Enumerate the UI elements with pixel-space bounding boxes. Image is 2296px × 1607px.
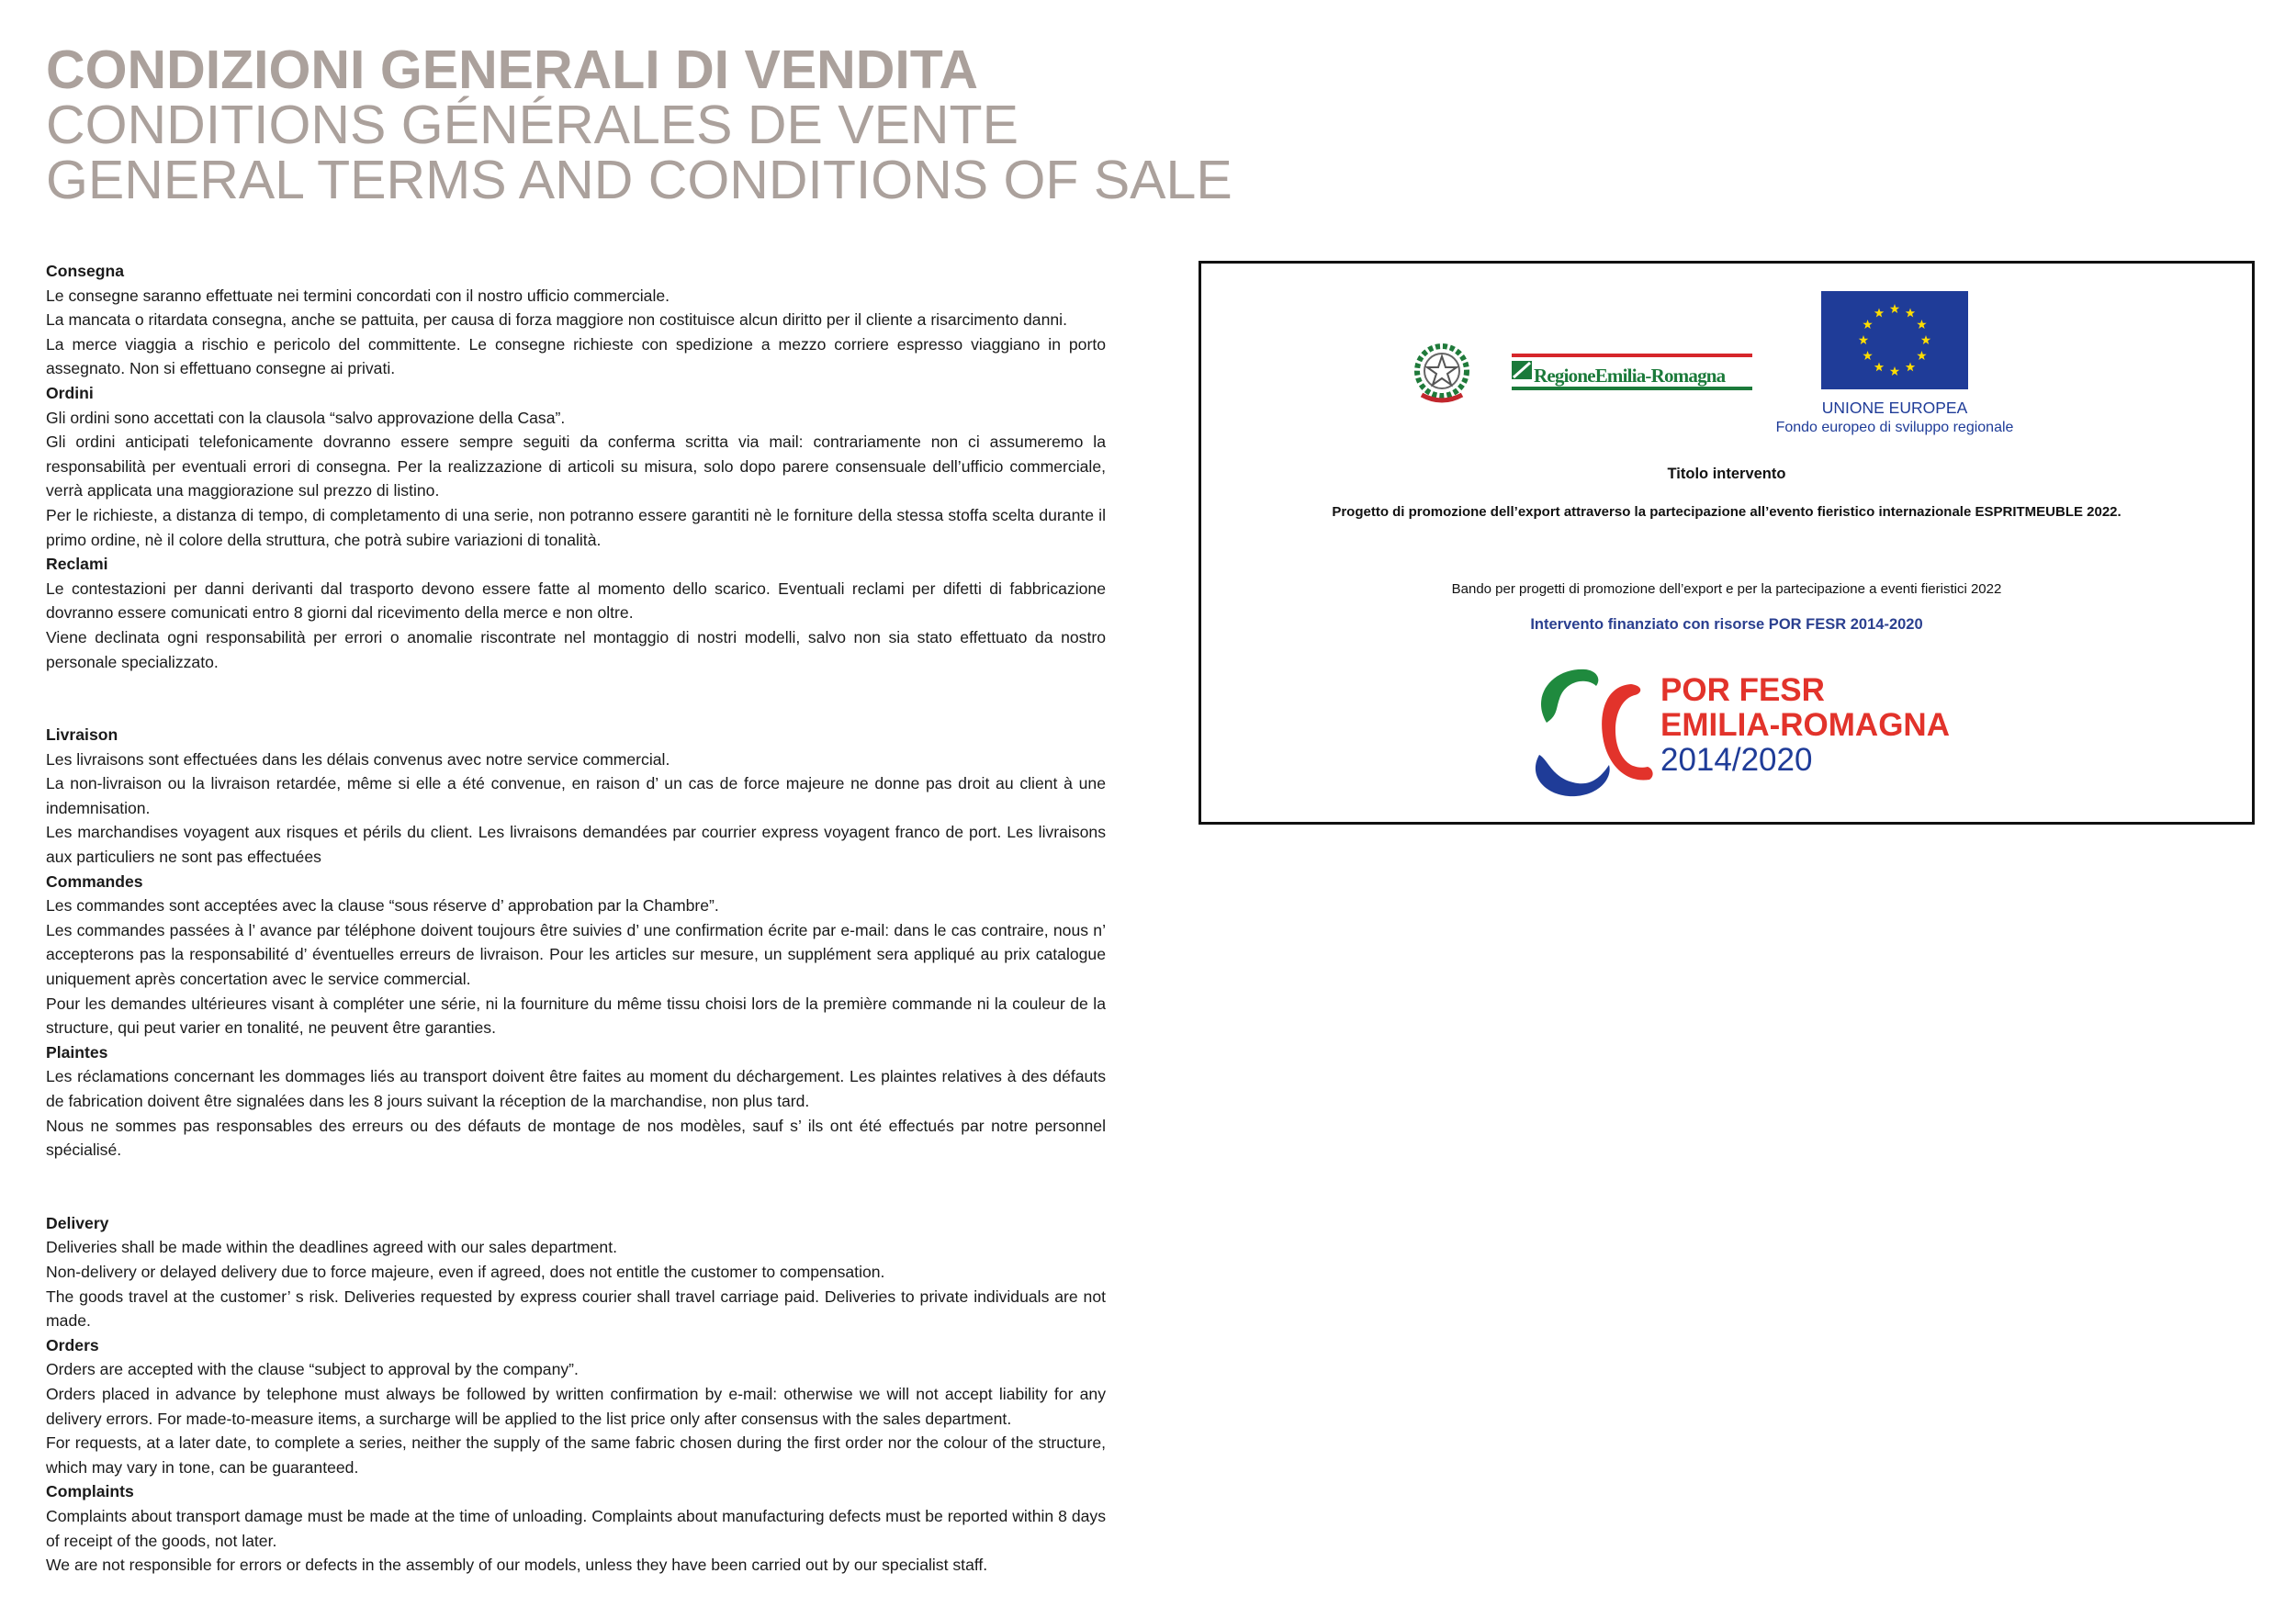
eu-flag-icon <box>1821 291 1968 389</box>
financing-note: Intervento finanziato con risorse POR FESR 2014-2020 <box>1530 616 1923 633</box>
paragraph: Le contestazioni per danni derivanti dal trasporto devono essere fatte al momento dello scarico. Eventuali reclami per difetti di fabbricazione dovranno essere comunicati entro 8 giorni dal ricevimento della merce e non oltre. <box>46 579 1106 623</box>
paragraph: Gli ordini anticipati telefonicamente dovranno essere sempre seguiti da conferma scritta via mail: contrariamente non ci assumeremo la responsabilità per eventuali errori di consegna. Per la realizzazione di articoli su misura, solo dopo parere consensuale dell’ufficio commerciale, verrà applicata una maggiorazione sul prezzo di listino. <box>46 433 1106 500</box>
paragraph: We are not responsible for errors or defects in the assembly of our models, unless they have been carried out by our specialist staff. <box>46 1556 988 1575</box>
section-title-delivery: Delivery <box>46 1213 109 1232</box>
paragraph: Complaints about transport damage must be made at the time of unloading. Complaints about manufacturing defects must be reported within 8 days of receipt of the goods, not later. <box>46 1506 1106 1550</box>
paragraph: Orders are accepted with the clause “subject to approval by the company”. <box>46 1360 579 1379</box>
por-fesr-logo <box>1521 658 1950 805</box>
paragraph: Les commandes passées à l’ avance par téléphone doivent toujours être suivies d’ une confirmation écrite par e-mail: dans le cas contraire, nous n’ accepterons pas la responsabilité d’ éventuelles erreurs de livraison. Pour les articles sur mesure, un supplément sera appliqué au prix catalogue uniquement après concertation avec le service commercial. <box>46 920 1106 989</box>
paragraph: Nous ne sommes pas responsables des erreurs ou des défauts de montage de nos modèles, sauf s’ ils ont été effectués par notre personnel spécialisé. <box>46 1116 1106 1160</box>
bando-description: Bando per progetti di promozione dell’export e per la partecipazione a eventi fieristici 2022 <box>1451 581 2002 597</box>
paragraph: Deliveries shall be made within the deadlines agreed with our sales department. <box>46 1238 617 1257</box>
paragraph: Gli ordini sono accettati con la clausola “salvo approvazione della Casa”. <box>46 408 566 427</box>
paragraph: Le consegne saranno effettuate nei termini concordati con il nostro ufficio commerciale. <box>46 286 670 305</box>
section-title-reclami: Reclami <box>46 555 108 574</box>
project-description: Progetto di promozione dell’export attraverso la partecipazione all’evento fieristico internazionale ESPRITMEUBLE 2022. <box>1332 504 2122 520</box>
title-french: CONDITIONS GÉNÉRALES DE VENTE <box>46 95 1019 155</box>
paragraph: For requests, at a later date, to complete a series, neither the supply of the same fabric chosen during the first order nor the colour of the structure, which may vary in tone, can be guaranteed. <box>46 1433 1106 1477</box>
paragraph: Les marchandises voyagent aux risques et périls du client. Les livraisons demandées par courrier express voyagent franco de port. Les livraisons aux particuliers ne sont pas effectuées <box>46 823 1106 867</box>
por-line-2: EMILIA-ROMAGNA <box>1660 707 1950 743</box>
paragraph: Viene declinata ogni responsabilità per errori o anomalie riscontrate nel montaggio di nostri modelli, salvo non sia stato effettuato da nostro personale specializzato. <box>46 627 1106 671</box>
paragraph: Orders placed in advance by telephone must always be followed by written confirmation by e-mail: otherwise we will not accept liability for any delivery errors. For made-to-measure items, a surcharge will be applied to the list price only after consensus with the sales department. <box>46 1384 1106 1428</box>
section-title-commandes: Commandes <box>46 871 143 891</box>
terms-italian <box>46 259 1106 674</box>
paragraph: Non-delivery or delayed delivery due to force majeure, even if agreed, does not entitle the customer to compensation. <box>46 1262 885 1281</box>
title-english: GENERAL TERMS AND CONDITIONS OF SALE <box>46 150 1232 210</box>
section-title-plaintes: Plaintes <box>46 1042 108 1062</box>
por-line-1: POR FESR <box>1660 672 1825 708</box>
terms-french <box>46 723 1106 1163</box>
paragraph: La merce viaggia a rischio e pericolo del committente. Le consegne richieste con spedizione a mezzo corriere espresso viaggiano in porto assegnato. Non si effettuano consegne ai privati. <box>46 334 1106 378</box>
paragraph: Les commandes sont acceptées avec la clause “sous réserve d’ approbation par la Chambre”. <box>46 896 719 916</box>
funding-logos <box>1201 291 2252 438</box>
italian-republic-emblem-icon <box>1412 342 1471 408</box>
region-logo-text: RegioneEmilia-Romagna <box>1534 365 1726 387</box>
title-italian: CONDIZIONI GENERALI DI VENDITA <box>46 39 979 100</box>
regione-emilia-romagna-logo <box>1512 354 1752 392</box>
section-title-complaints: Complaints <box>46 1482 134 1501</box>
paragraph: Les réclamations concernant les dommages liés au transport doivent être faites au moment du déchargement. Les plaintes relatives à des défauts de fabrication doivent être signalées dans les 8 jours suivant la réception de la marchandise, non plus tard. <box>46 1067 1106 1110</box>
terms-text <box>46 259 1106 1578</box>
por-fesr-swirl-icon <box>1521 658 1659 805</box>
terms-english <box>46 1211 1106 1578</box>
section-title-livraison: Livraison <box>46 725 118 745</box>
document-header <box>46 39 1240 210</box>
paragraph: Les livraisons sont effectuées dans les délais convenus avec notre service commercial. <box>46 749 670 769</box>
funding-box <box>1199 261 2255 825</box>
section-title-ordini: Ordini <box>46 383 94 402</box>
por-years: 2014/2020 <box>1660 742 1813 778</box>
paragraph: The goods travel at the customer’ s risk. Deliveries requested by express courier shall travel carriage paid. Deliveries to private individuals are not made. <box>46 1287 1106 1331</box>
intervention-title-label: Titolo intervento <box>1667 466 1786 482</box>
section-title-consegna: Consegna <box>46 262 125 280</box>
eu-fund-name: Fondo europeo di sviluppo regionale <box>1775 420 2014 435</box>
paragraph: La mancata o ritardata consegna, anche se pattuita, per causa di forza maggiore non costituisce alcun diritto per il cliente a risarcimento danni. <box>46 310 1067 330</box>
paragraph: Pour les demandes ultérieures visant à compléter une série, ni la fourniture du même tissu choisi lors de la première commande ni la couleur de la structure, qui peut varier en tonalité, ne peuvent être garanties. <box>46 994 1106 1038</box>
por-fesr-title <box>1660 673 1950 743</box>
paragraph: Per le richieste, a distanza di tempo, di completamento di una serie, non potranno essere garantiti nè le forniture della stessa stoffa scelta durante il primo ordine, nè il colore della struttura, che potrà subire variazioni di tonalità. <box>46 505 1106 549</box>
paragraph: La non-livraison ou la livraison retardée, même si elle a été convenue, en raison d’ un cas de force majeure ne donne pas droit au client à une indemnisation. <box>46 774 1106 817</box>
eu-name: UNIONE EUROPEA <box>1821 399 1968 417</box>
section-title-orders: Orders <box>46 1335 99 1354</box>
